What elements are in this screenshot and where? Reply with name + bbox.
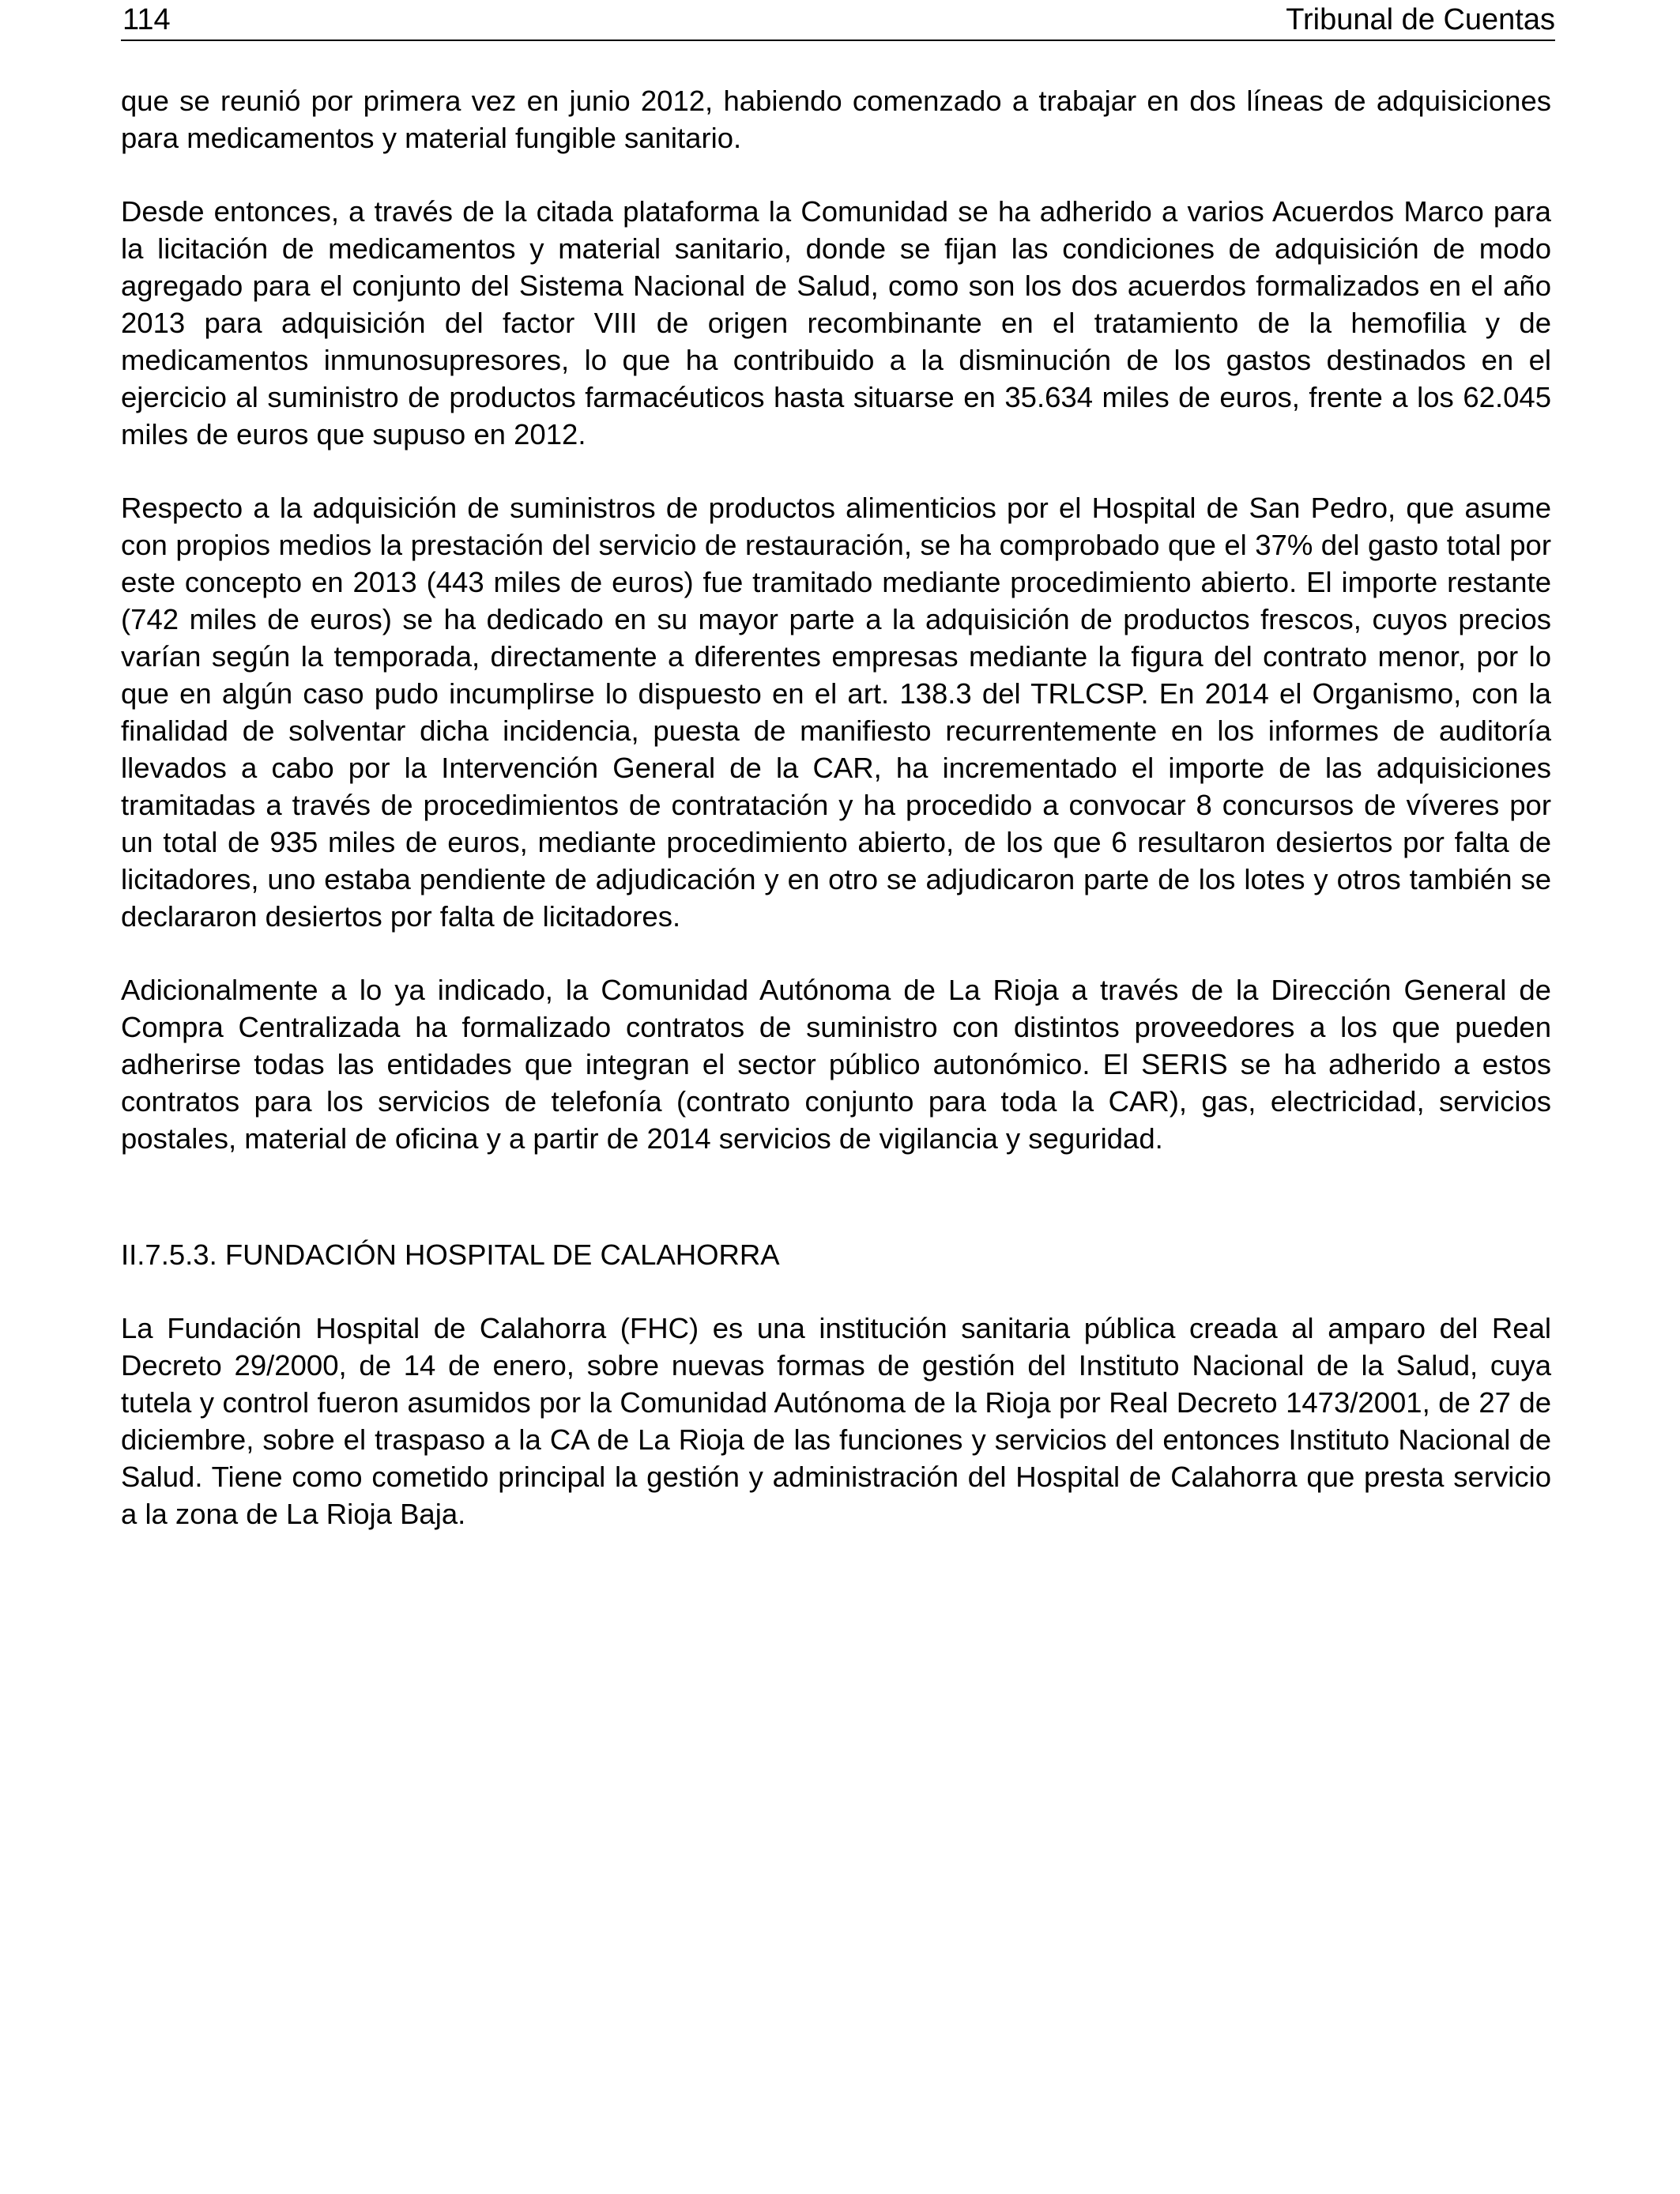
page-header [121, 2, 1555, 41]
section-heading: II.7.5.3. FUNDACIÓN HOSPITAL DE CALAHORRA [121, 1238, 780, 1271]
body-text [121, 82, 1551, 1569]
paragraph-acuerdos-marco: Desde entonces, a través de la citada plataforma la Comunidad se ha adherido a varios Acuerdos Marco para la licitación de medicamentos y material sanitario, donde se fijan las condiciones de adquisición de modo agregado para el conjunto del Sistema Nacional de Salud, como son los dos acuerdos formalizados en el año 2013 para adquisición del factor VIII de origen recombinante en el tratamiento de la hemofilia y de medicamentos inmunosupresores, lo que ha contribuido a la disminución de los gastos destinados en el ejercicio al suministro de productos farmacéuticos hasta situarse en 35.634 miles de euros, frente a los 62.045 miles de euros que supuso en 2012. [121, 195, 1551, 450]
paragraph-compra-centralizada: Adicionalmente a lo ya indicado, la Comunidad Autónoma de La Rioja a través de la Dirección General de Compra Centralizada ha formalizado contratos de suministro con distintos proveedores a los que pueden adherirse todas las entidades que integran el sector público autonómico. El SERIS se ha adherido a estos contratos para los servicios de telefonía (contrato conjunto para toda la CAR), gas, electricidad, servicios postales, material de oficina y a partir de 2014 servicios de vigilancia y seguridad. [121, 974, 1551, 1155]
paragraph-productos-alimenticios: Respecto a la adquisición de suministros de productos alimenticios por el Hospital de San Pedro, que asume con propios medios la prestación del servicio de restauración, se ha comprobado que el 37% del gasto total por este concepto en 2013 (443 miles de euros) fue tramitado mediante procedimiento abierto. El importe restante (742 miles de euros) se ha dedicado en su mayor parte a la adquisición de productos frescos, cuyos precios varían según la temporada, directamente a diferentes empresas mediante la figura del contrato menor, por lo que en algún caso pudo incumplirse lo dispuesto en el art. 138.3 del TRLCSP. En 2014 el Organismo, con la finalidad de solventar dicha incidencia, puesta de manifiesto recurrentemente en los informes de auditoría llevados a cabo por la Intervención General de la CAR, ha incrementado el importe de las adquisiciones tramitadas a través de procedimientos de contratación y ha procedido a convocar 8 concursos de víveres por un total de 935 miles de euros, mediante procedimiento abierto, de los que 6 resultaron desiertos por falta de licitadores, uno estaba pendiente de adjudicación y en otro se adjudicaron parte de los lotes y otros también se declararon desiertos por falta de licitadores. [121, 492, 1551, 933]
running-title: Tribunal de Cuentas [1286, 3, 1555, 36]
paragraph-continuation: que se reunió por primera vez en junio 2012, habiendo comenzado a trabajar en dos líneas de adquisiciones para medicamentos y material fungible sanitario. [121, 85, 1551, 154]
paragraph-fundacion-hospital: La Fundación Hospital de Calahorra (FHC) es una institución sanitaria pública creada al amparo del Real Decreto 29/2000, de 14 de enero, sobre nuevas formas de gestión del Instituto Nacional de la Salud, cuya tutela y control fueron asumidos por la Comunidad Autónoma de la Rioja por Real Decreto 1473/2001, de 27 de diciembre, sobre el traspaso a la CA de La Rioja de las funciones y servicios del entonces Instituto Nacional de Salud. Tiene como cometido principal la gestión y administración del Hospital de Calahorra que presta servicio a la zona de La Rioja Baja. [121, 1312, 1551, 1530]
document-page [121, 0, 1555, 2194]
page-number: 114 [122, 3, 171, 36]
